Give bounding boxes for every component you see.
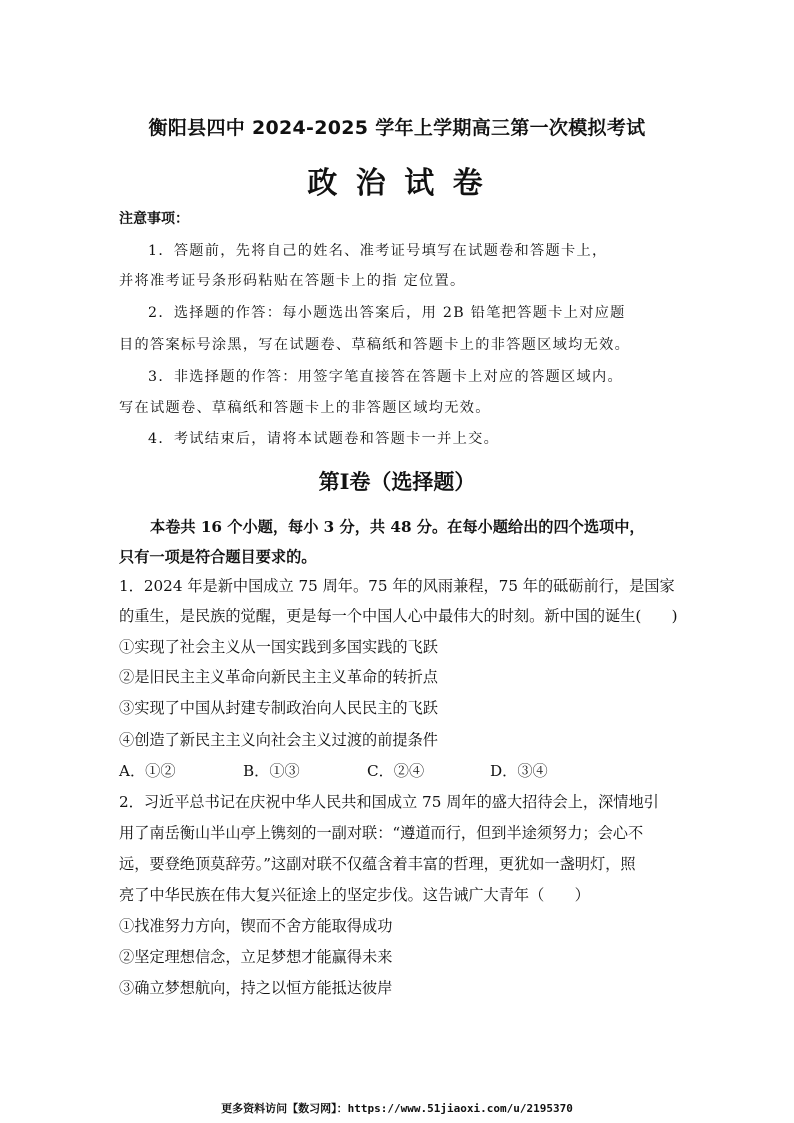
school-exam-title: 衡阳县四中 2024-2025 学年上学期高三第一次模拟考试 <box>148 117 646 139</box>
question-2-item: ②坚定理想信念，立足梦想才能赢得未来 <box>119 948 393 966</box>
question-2-stem: 2．习近平总书记在庆祝中华人民共和国成立 75 周年的盛大招待会上，深情地引 <box>119 793 659 811</box>
question-2-stem: 用了南岳衡山半山亭上镌刻的一副对联：“遵道而行，但到半途须努力；会心不 <box>119 824 644 842</box>
option-c: C．②④ <box>367 762 425 780</box>
question-1-item: ③实现了中国从封建专制政治向人民民主的飞跃 <box>119 699 438 717</box>
notice-line: 写在试题卷、草稿纸和答题卡上的非答题区域均无效。 <box>119 400 491 416</box>
notice-heading: 注意事项： <box>119 211 189 227</box>
question-1-item: ①实现了社会主义从一国实践到多国实践的飞跃 <box>119 638 438 656</box>
footer-text[interactable]: 更多资料访问【数习网】：https://www.51jiaoxi.com/u/2195370 <box>221 1102 573 1115</box>
notice-line: 1．答题前，先将自己的姓名、准考证号填写在试题卷和答题卡上， <box>148 243 608 259</box>
option-b: B．①③ <box>243 762 300 780</box>
notice-line: 3．非选择题的作答：用签字笔直接答在答题卡上对应的答题区域内。 <box>148 369 623 385</box>
section-instruction: 只有一项是符合题目要求的。 <box>119 548 317 566</box>
question-1-item: ④创造了新民主主义向社会主义过渡的前提条件 <box>119 731 438 749</box>
subject-title: 政 治 试 卷 <box>307 166 487 201</box>
question-1-options <box>119 760 679 782</box>
notice-line: 目的答案标号涂黑，写在试题卷、草稿纸和答题卡上的非答题区域均无效。 <box>119 337 631 353</box>
question-2-stem: 亮了中华民族在伟大复兴征途上的坚定步伐。这告诫广大青年（ ） <box>119 886 590 904</box>
footer-link[interactable] <box>0 1100 794 1116</box>
option-a: A．①② <box>119 762 176 780</box>
question-1-item: ②是旧民主主义革命向新民主主义革命的转折点 <box>119 668 438 686</box>
question-2-item: ①找准努力方向，锲而不舍方能取得成功 <box>119 917 393 935</box>
notice-line: 2．选择题的作答：每小题选出答案后，用 2B 铅笔把答题卡上对应题 <box>148 305 626 321</box>
notice-line: 并将准考证号条形码粘贴在答题卡上的指 定位置。 <box>119 273 466 289</box>
option-d: D．③④ <box>490 762 548 780</box>
question-2-item: ③确立梦想航向，持之以恒方能抵达彼岸 <box>119 979 393 997</box>
section-instruction: 本卷共 16 个小题，每小 3 分，共 48 分。在每小题给出的四个选项中， <box>150 518 645 536</box>
section-title: 第Ⅰ卷（选择题） <box>318 469 476 494</box>
question-2-stem: 远，要登绝顶莫辞劳。”这副对联不仅蕴含着丰富的哲理，更犹如一盏明灯，照 <box>119 855 636 873</box>
question-1-stem: 1．2024 年是新中国成立 75 周年。75 年的风雨兼程，75 年的砥砺前行，是国家 <box>119 577 675 595</box>
question-1-stem: 的重生，是民族的觉醒，更是每一个中国人心中最伟大的时刻。新中国的诞生( ) <box>119 607 678 625</box>
notice-line: 4．考试结束后，请将本试题卷和答题卡一并上交。 <box>148 431 500 447</box>
